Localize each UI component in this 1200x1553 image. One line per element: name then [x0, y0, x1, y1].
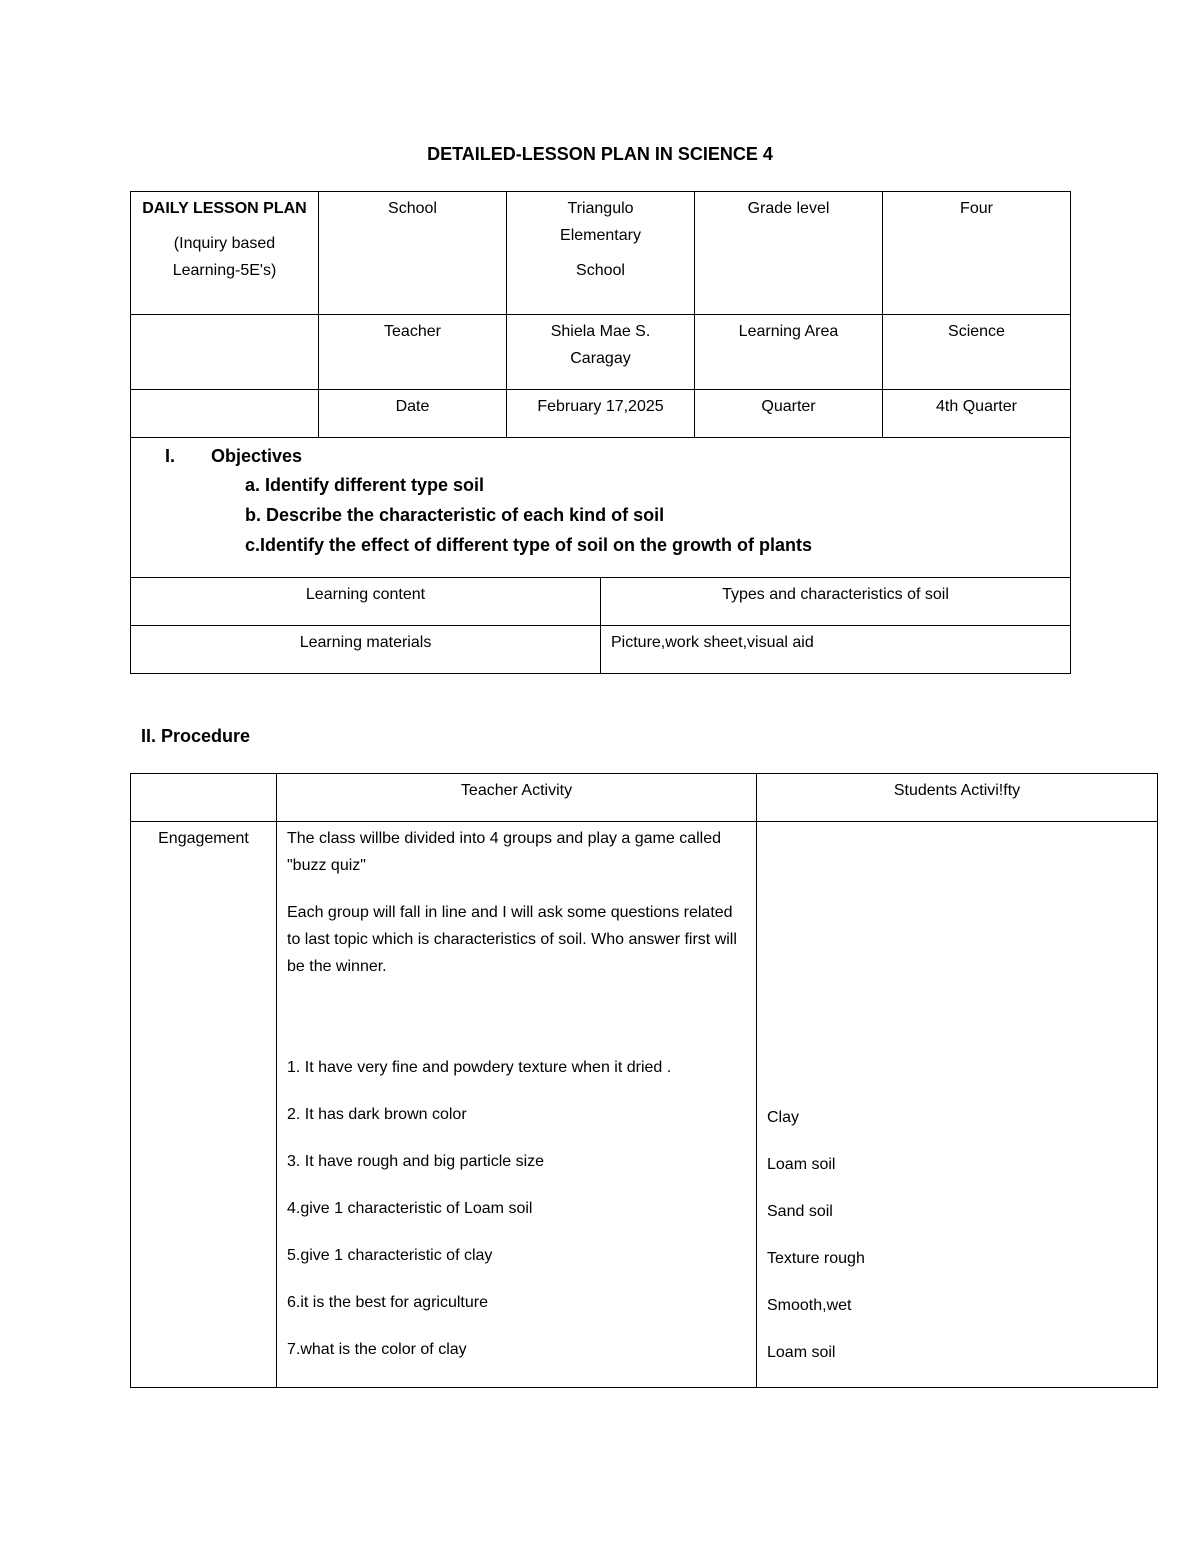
header-table: [130, 191, 1071, 578]
content-value: Types and characteristics of soil: [722, 586, 949, 603]
school-value-cell: [507, 192, 695, 315]
question-item: 2. It has dark brown color: [287, 1106, 467, 1123]
objectives-number: I.: [165, 446, 176, 466]
school-label-cell: [319, 192, 507, 315]
area-label-cell: [695, 315, 883, 390]
stage-cell: [131, 822, 277, 1388]
grade-value-cell: [883, 192, 1071, 315]
content-value-cell: [601, 578, 1071, 626]
answer-item: Texture rough: [767, 1250, 865, 1267]
teacher-label: Teacher: [384, 323, 441, 340]
empty-cell: [131, 774, 277, 822]
date-value-cell: [507, 390, 695, 438]
question-item: 7.what is the color of clay: [287, 1341, 467, 1358]
dlp-cell: [131, 192, 319, 315]
answer-item: Loam soil: [767, 1156, 836, 1173]
procedure-table: [130, 773, 1158, 1388]
question-item: 1. It have very fine and powdery texture when it dried .: [287, 1059, 672, 1076]
objective-item: c.Identify the effect of different type of soil on the growth of plants: [245, 535, 813, 555]
materials-value-cell: [601, 626, 1071, 674]
answer-item: Clay: [767, 1109, 800, 1126]
question-item: 5.give 1 characteristic of clay: [287, 1247, 493, 1264]
student-activity-cell: [757, 822, 1158, 1388]
date-label-cell: [319, 390, 507, 438]
teacher-activity-label: Teacher Activity: [460, 782, 573, 799]
student-activity-header: [757, 774, 1158, 822]
teacher-activity-header: [277, 774, 757, 822]
answer-item: Sand soil: [767, 1203, 833, 1220]
question-item: 3. It have rough and big particle size: [287, 1153, 545, 1170]
dlp-label: DAILY LESSON PLAN: [142, 200, 307, 217]
quarter-label-cell: [695, 390, 883, 438]
teacher-value-line1: Shiela Mae S.: [550, 323, 651, 340]
objectives-cell: [131, 438, 1071, 578]
grade-value: Four: [960, 200, 993, 217]
dlp-sub2: Learning-5E's): [172, 262, 277, 279]
teacher-activity-cell: [277, 822, 757, 1388]
answers-spacer: [767, 825, 1151, 1104]
area-value: Science: [948, 323, 1005, 340]
empty-cell: [131, 315, 319, 390]
materials-label-cell: [131, 626, 601, 674]
quarter-value-cell: [883, 390, 1071, 438]
school-value-line2: Elementary: [560, 227, 641, 244]
quarter-value: 4th Quarter: [936, 398, 1017, 415]
area-value-cell: [883, 315, 1071, 390]
school-value-line1: Triangulo: [567, 200, 634, 217]
teacher-value-line2: Caragay: [570, 350, 631, 367]
materials-value: Picture,work sheet,visual aid: [611, 634, 814, 651]
empty-cell: [131, 390, 319, 438]
quarter-label: Quarter: [761, 398, 816, 415]
intro-paragraph: The class willbe divided into 4 groups and play a game called "buzz quiz": [287, 830, 722, 874]
school-label: School: [388, 200, 437, 217]
content-table: [130, 577, 1071, 674]
objectives-heading: [165, 442, 1070, 470]
content-label-cell: [131, 578, 601, 626]
objective-item: a. Identify different type soil: [245, 475, 485, 495]
intro-paragraph: Each group will fall in line and I will ask some questions related to last topic which is characteristics of soil. Who answer first will be the winner.: [287, 904, 737, 975]
dlp-sub1: (Inquiry based: [173, 235, 276, 252]
objectives-title: Objectives: [211, 446, 303, 466]
date-label: Date: [395, 398, 430, 415]
answer-item: Loam soil: [767, 1344, 836, 1361]
grade-label: Grade level: [747, 200, 830, 217]
answer-item: Smooth,wet: [767, 1297, 852, 1314]
question-item: 6.it is the best for agriculture: [287, 1294, 488, 1311]
school-value-line3: School: [576, 262, 625, 279]
objective-item: b. Describe the characteristic of each kind of soil: [245, 505, 665, 525]
student-activity-label: Students Activi!fty: [893, 782, 1021, 799]
stage-label: Engagement: [158, 830, 249, 847]
document-title: DETAILED-LESSON PLAN IN SCIENCE 4: [427, 144, 773, 164]
grade-label-cell: [695, 192, 883, 315]
question-item: 4.give 1 characteristic of Loam soil: [287, 1200, 533, 1217]
procedure-heading: II. Procedure: [141, 726, 251, 746]
teacher-label-cell: [319, 315, 507, 390]
materials-label: Learning materials: [299, 634, 432, 651]
date-value: February 17,2025: [537, 398, 664, 415]
content-label: Learning content: [305, 586, 426, 603]
area-label: Learning Area: [738, 323, 839, 340]
teacher-value-cell: [507, 315, 695, 390]
